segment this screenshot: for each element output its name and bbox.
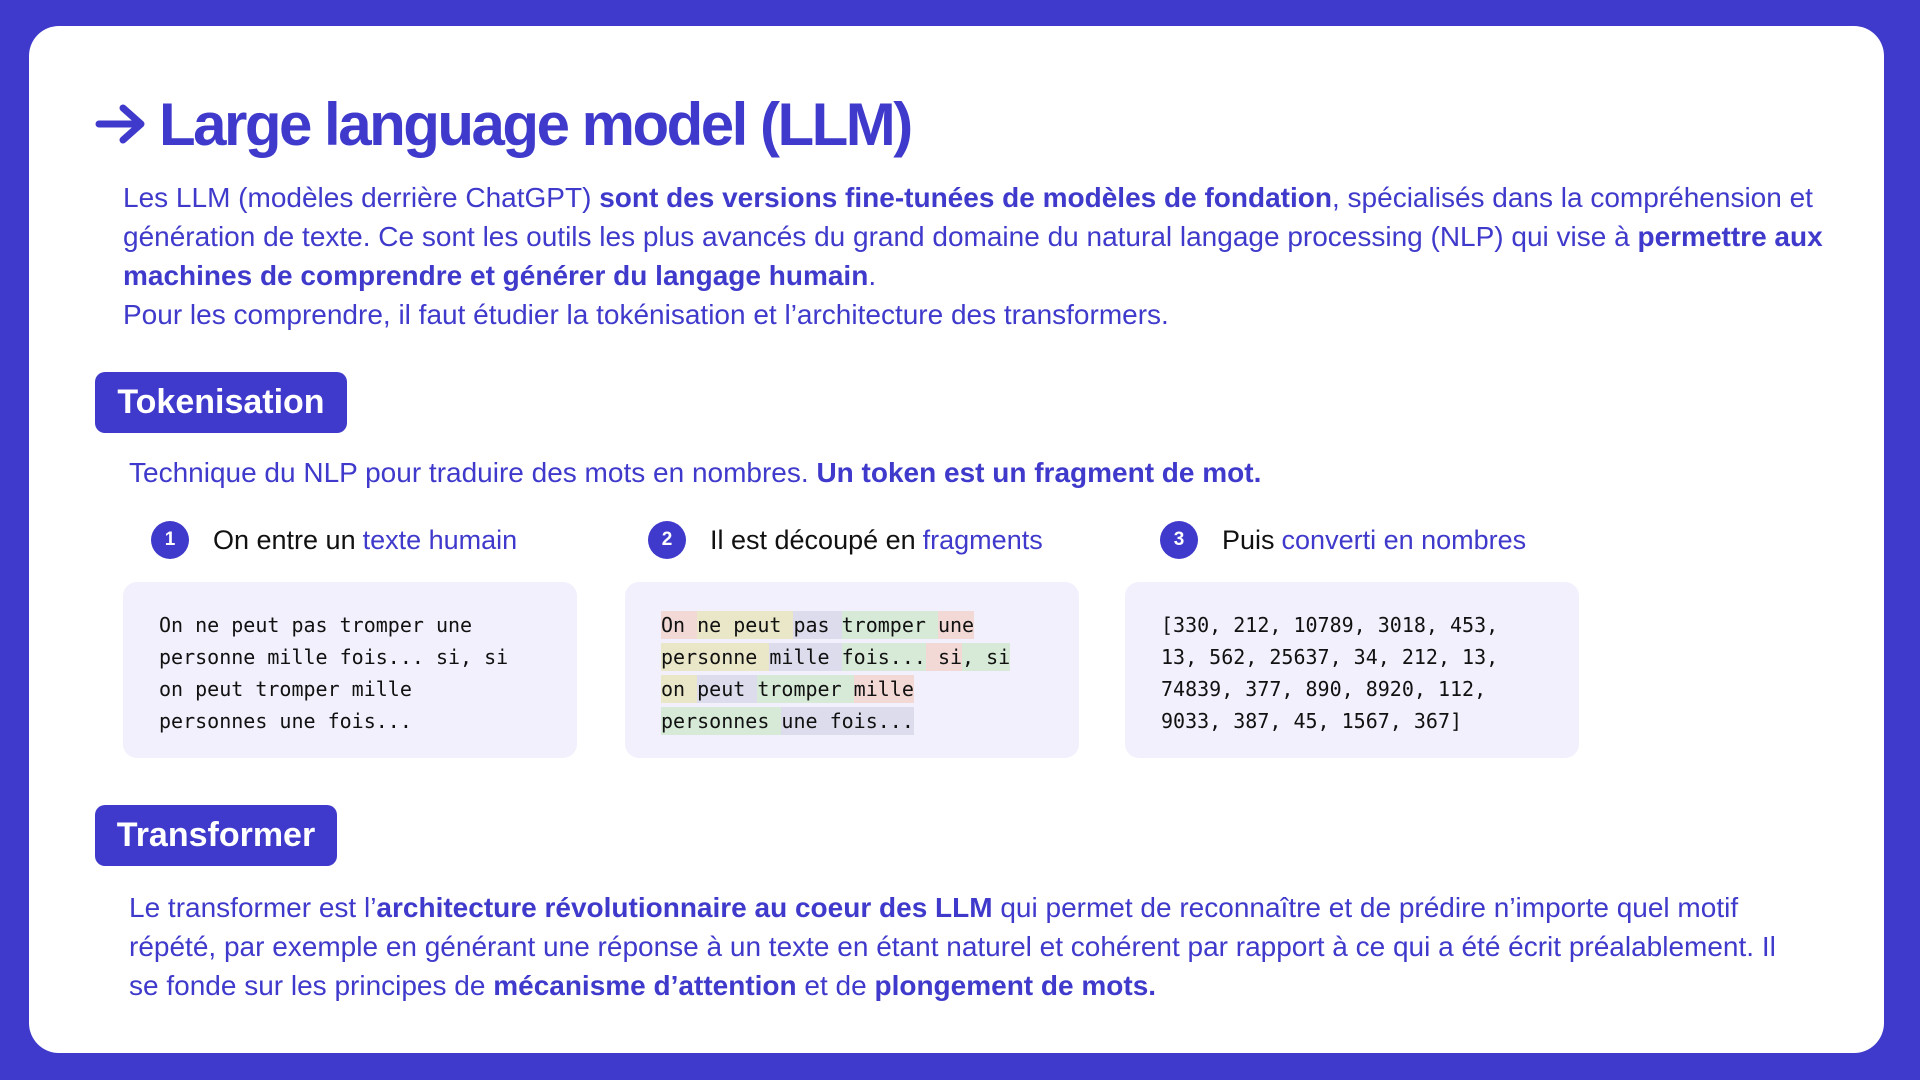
step-2 [648,520,1043,560]
intro-emphasis: permettre aux machines de comprendre et générer du langage humain [123,221,1823,291]
title-text: Large language model (LLM) [159,90,911,158]
tokens-box [625,582,1079,758]
intro-emphasis: sont des versions fine-tunées de modèles de fondation [599,182,1332,213]
intro-text: , spécialisés dans la compréhension et génération de texte. Ce sont les outils les plus avancés du grand domaine du natural langage processing (NLP) qui vise à [123,182,1813,252]
token: , si [962,645,1011,669]
step-number: 2 [648,521,686,559]
step-highlight: fragments [922,524,1043,555]
intro-paragraph [123,178,1823,334]
tokenisation-heading: Tokenisation [95,372,347,433]
step-number: 3 [1160,521,1198,559]
outro-text: Le transformer est l’ [129,892,377,923]
token: si [925,645,963,669]
token-line [661,641,1079,673]
tokenisation-lead [129,457,1261,489]
token: peut [697,677,758,701]
code-line: on peut tromper mille [159,677,412,701]
intro-second-line: Pour les comprendre, il faut étudier la tokénisation et l’architecture des transformers. [123,299,1169,330]
token: une [937,613,975,637]
step-text: Puis [1222,524,1275,555]
token: personnes [661,709,782,733]
token: on [661,677,698,701]
step-text: On entre un [213,524,356,555]
lead-emphasis: Un token est un fragment de mot. [816,457,1262,488]
code-line: On ne peut pas tromper une [159,613,473,637]
intro-text: . [868,260,877,291]
token: personne [661,645,770,669]
token: ne [697,613,734,637]
transformer-paragraph [129,888,1809,1005]
numbers-box [1125,582,1579,758]
step-1 [151,520,517,560]
code-line: personnes une fois... [159,709,412,733]
code-line: 74839, 377, 890, 8920, 112, [1161,677,1487,701]
step-number: 1 [151,521,189,559]
token: tromper [757,677,854,701]
token: peut [733,613,794,637]
token-line [661,609,1079,641]
token: une [781,709,830,733]
token: fois... [829,709,914,733]
token: fois... [841,645,926,669]
token-line [661,705,1079,737]
outro-emphasis: mécanisme d’attention [493,970,797,1001]
step-highlight: texte humain [362,524,518,555]
step-text: Il est découpé en [710,524,916,555]
code-line: 9033, 387, 45, 1567, 367] [1161,709,1463,733]
step-3 [1160,520,1526,560]
token: mille [769,645,842,669]
token: tromper [841,613,938,637]
human-text-box [123,582,577,758]
outro-text: qui permet de reconnaître et de prédire n’importe quel motif répété, par exemple en générant une réponse à un texte en étant naturel et cohérent par rapport à ce qui a été écrit préalablement. Il se fonde sur les principes de [129,892,1776,1001]
token: pas [793,613,842,637]
code-line: 13, 562, 25637, 34, 212, 13, [1161,645,1499,669]
outro-text: et de [796,970,875,1001]
intro-text: Les LLM (modèles derrière ChatGPT) [123,182,600,213]
transformer-heading: Transformer [95,805,337,866]
outro-emphasis: plongement de mots. [874,970,1157,1001]
outro-emphasis: architecture révolutionnaire au coeur des LLM [376,892,993,923]
lead-text: Technique du NLP pour traduire des mots en nombres. [129,457,817,488]
arrow-right-icon [95,102,149,146]
code-line: [330, 212, 10789, 3018, 453, [1161,613,1499,637]
token: On [661,613,698,637]
token-line [661,673,1079,705]
token: mille [853,677,914,701]
step-highlight: converti en nombres [1281,524,1527,555]
code-line: personne mille fois... si, si [159,645,509,669]
page-title [95,88,911,160]
